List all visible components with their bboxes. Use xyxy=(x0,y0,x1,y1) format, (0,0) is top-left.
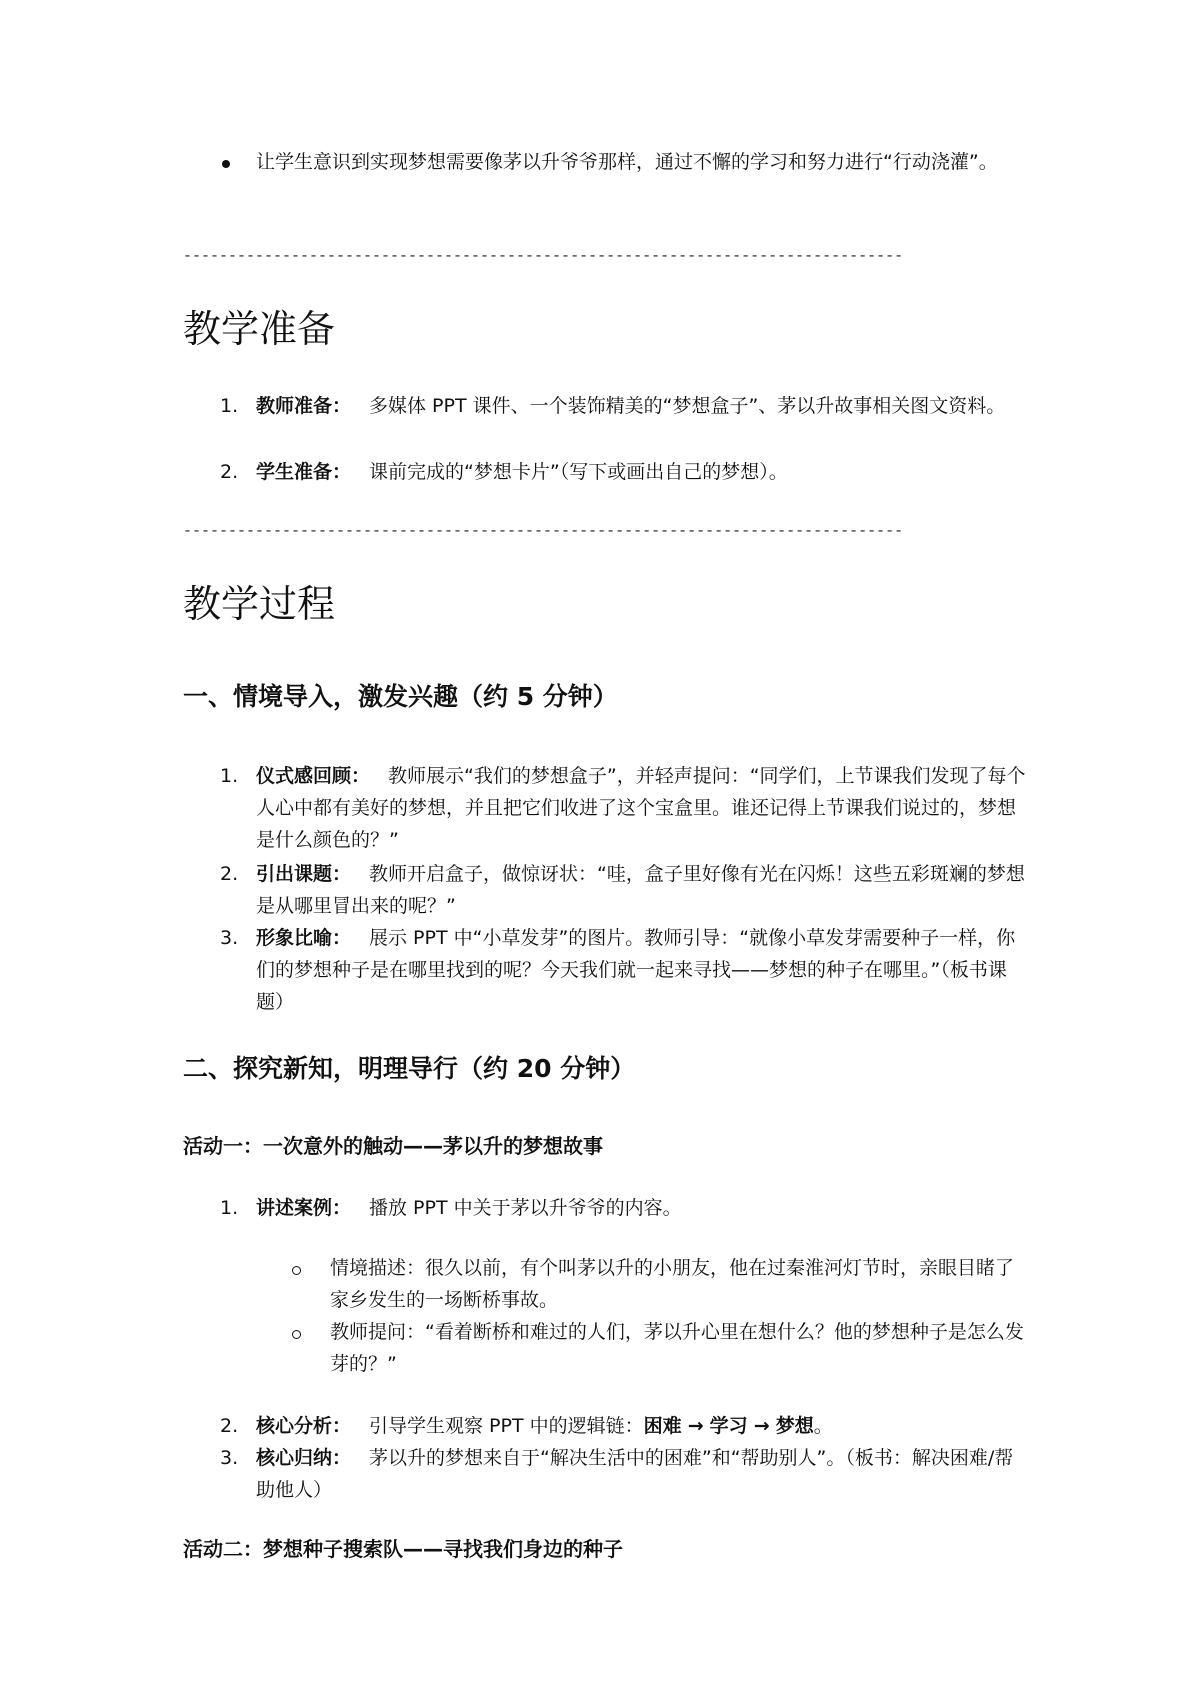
intro-bullet-text: 让学生意识到实现梦想需要像茅以升爷爷那样，通过不懈的学习和努力进行“行动浇灌”。 xyxy=(256,151,998,173)
activity1-item-summary xyxy=(256,1442,1026,1506)
section1-item-text: 教师展示“我们的梦想盒子”，并轻声提问：“同学们，上节课我们发现了每个人心中都有美好的梦想，并且把它们收进了这个宝盒里。谁还记得上节课我们说过的，梦想是什么颜色的？” xyxy=(256,765,1026,851)
activity1-title: 活动一：一次意外的触动——茅以升的梦想故事 xyxy=(183,1134,603,1158)
activity1-item-label: 核心分析： xyxy=(256,1415,352,1437)
prep-item-label: 学生准备： xyxy=(256,461,352,483)
prep-item-num: 1. xyxy=(220,395,239,417)
section1-item-label: 形象比喻： xyxy=(256,927,352,949)
section1-item-metaphor xyxy=(256,922,1026,1018)
divider: -------------------------------------------------------------------------------- xyxy=(183,523,904,540)
activity1-item-case xyxy=(256,1192,1026,1224)
prep-item-text: 多媒体 PPT 课件、一个装饰精美的“梦想盒子”、茅以升故事相关图文资料。 xyxy=(369,395,1006,417)
prep-item-student xyxy=(256,456,1026,488)
section1-item-label: 仪式感回顾： xyxy=(256,765,371,787)
chain-step: 困难 xyxy=(643,1415,682,1437)
activity1-subitem: 教师提问：“看着断桥和难过的人们，茅以升心里在想什么？他的梦想种子是怎么发芽的？” xyxy=(330,1321,1024,1375)
section1-item-topic xyxy=(256,858,1026,922)
process-title: 教学过程 xyxy=(183,582,336,626)
arrow-icon: → xyxy=(753,1415,770,1437)
prep-item-teacher xyxy=(256,390,1026,422)
activity1-subitem: 情境描述：很久以前，有个叫茅以升的小朋友，他在过秦淮河灯节时，亲眼目睹了家乡发生的一场断桥事故。 xyxy=(330,1257,1015,1311)
section1-item-text: 教师开启盒子，做惊讶状：“哇，盒子里好像有光在闪烁！这些五彩斑斓的梦想是从哪里冒出来的呢？” xyxy=(256,863,1025,917)
section1-item-num: 1. xyxy=(220,765,239,787)
section1-title: 一、情境导入，激发兴趣（约 5 分钟） xyxy=(183,682,618,711)
activity2-title: 活动二：梦想种子搜索队——寻找我们身边的种子 xyxy=(183,1537,623,1561)
divider: -------------------------------------------------------------------------------- xyxy=(183,248,904,265)
prep-title: 教学准备 xyxy=(183,307,336,351)
prep-item-num: 2. xyxy=(220,461,239,483)
chain-step: 梦想 xyxy=(775,1415,814,1437)
activity1-item-label: 讲述案例： xyxy=(256,1197,352,1219)
chain-step: 学习 xyxy=(709,1415,748,1437)
prep-item-text: 课前完成的“梦想卡片”（写下或画出自己的梦想）。 xyxy=(369,461,788,483)
prep-item-label: 教师准备： xyxy=(256,395,352,417)
section1-item-review xyxy=(256,760,1026,856)
activity1-item-text: 引导学生观察 PPT 中的逻辑链： xyxy=(369,1415,644,1437)
bullet-dot xyxy=(222,160,230,168)
activity1-item-num: 3. xyxy=(220,1447,239,1469)
activity1-item-label: 核心归纳： xyxy=(256,1447,352,1469)
chain-end: 。 xyxy=(813,1415,833,1437)
activity1-item-num: 1. xyxy=(220,1197,239,1219)
sub-bullet-circle xyxy=(292,1266,301,1275)
activity1-item-num: 2. xyxy=(220,1415,239,1437)
section2-title: 二、探究新知，明理导行（约 20 分钟） xyxy=(183,1054,636,1083)
section1-item-num: 2. xyxy=(220,863,239,885)
activity1-item-text: 茅以升的梦想来自于“解决生活中的困难”和“帮助别人”。（板书：解决困难/帮助他人） xyxy=(256,1447,1014,1501)
arrow-icon: → xyxy=(687,1415,704,1437)
section1-item-num: 3. xyxy=(220,927,239,949)
section1-item-label: 引出课题： xyxy=(256,863,352,885)
activity1-item-analysis xyxy=(256,1410,1026,1442)
section1-item-text: 展示 PPT 中“小草发芽”的图片。教师引导：“就像小草发芽需要种子一样，你们的梦想种子是在哪里找到的呢？今天我们就一起来寻找——梦想的种子在哪里。”（板书课题） xyxy=(256,927,1016,1013)
activity1-item-text: 播放 PPT 中关于茅以升爷爷的内容。 xyxy=(369,1197,682,1219)
sub-bullet-circle xyxy=(292,1330,301,1339)
